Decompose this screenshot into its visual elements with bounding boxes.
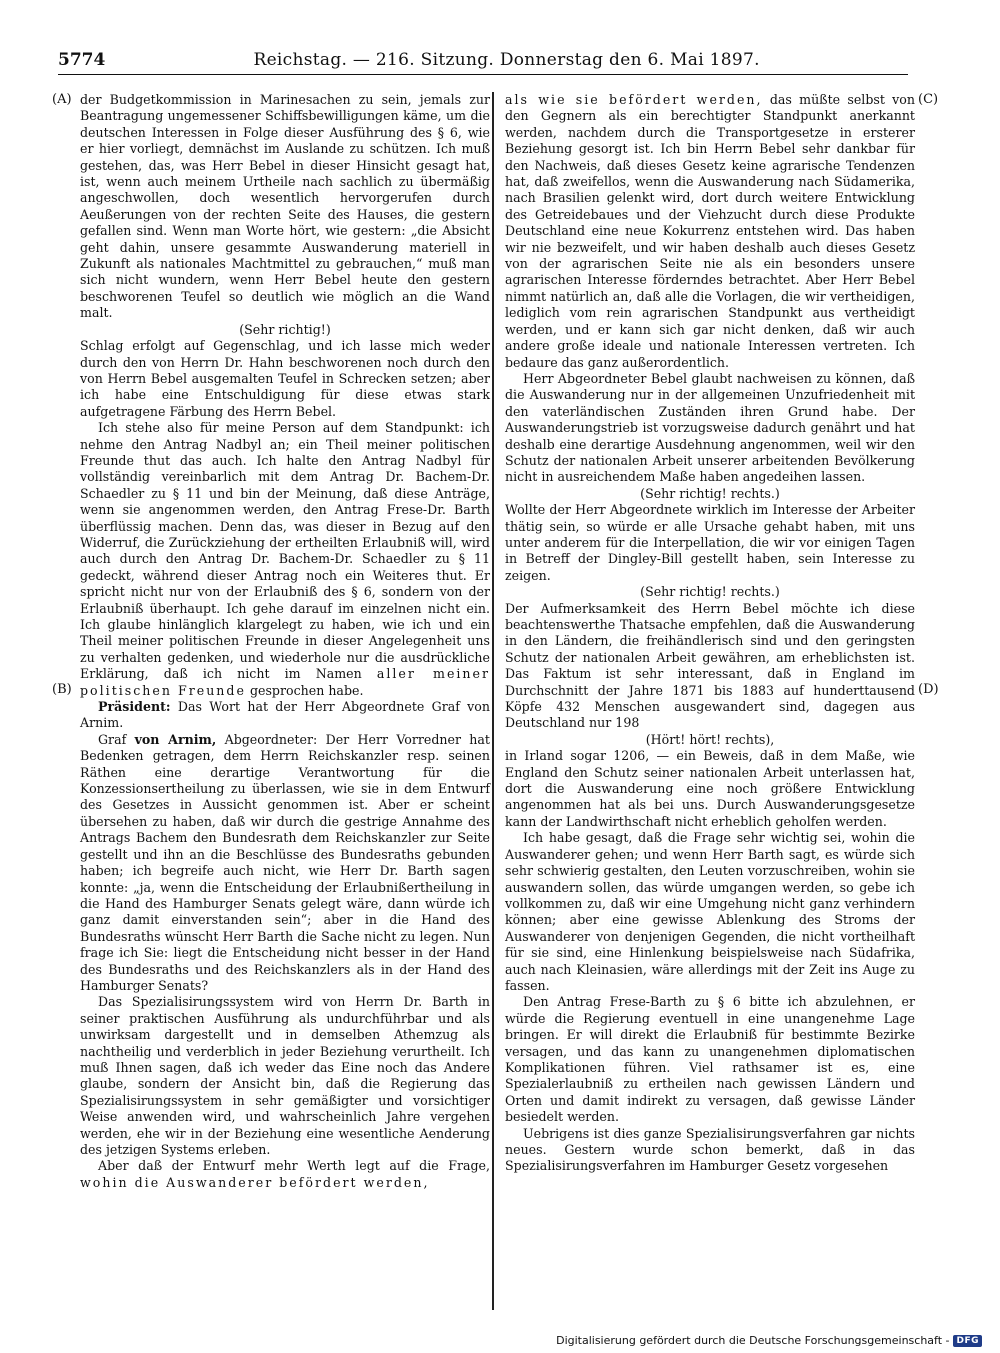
speaker-prefix: Graf	[98, 731, 127, 747]
left-paragraph-3-text: Ich stehe also für meine Person auf dem Standpunkt: ich nehme den Antrag Nadbyl an; ein Theil meiner politischen Freunde thut das auch. Ich halte den Antrag Nadbyl für vollständig vereinbarlich mit dem Antrag Dr. Bachem-Dr. Schaedler zu § 11 und bin der Meinung, daß diese Anträge, wenn sie angenommen werden, den Antrag Frese-Dr. Barth überflüssig machen. Denn das, was dieser in Bezug auf den Widerruf, die Zurückziehung der ertheilten Erlaubniß will, wird auch durch den Antrag Dr. Bachem-Dr. Schaedler zu § 11 gedeckt, während dieser Antrag noch ein Weiteres thut. Er spricht nicht nur von der Erlaubniß des § 6, sondern von der Erlaubniß überhaupt. Ich gehe darauf im einzelnen nicht ein. Ich glaube hinlänglich klargelegt zu haben, wie ich und ein Theil meiner politischen Freunde in dieser Angelegenheit uns zu verhalten gedenken, und wiederhole nur die ausdrückliche Erklärung, daß ich nicht im Namen	[80, 420, 490, 682]
left-paragraph-4	[80, 732, 490, 995]
column-divider	[492, 92, 494, 1310]
right-reaction-3: (Hört! hört! rechts),	[645, 731, 775, 747]
left-paragraph-5: Das Spezialisirungssystem wird von Herrn Dr. Barth in seiner praktischen Ausführung als undurchführbar und als unwirksam dargestellt und in demselben Athemzug als nachtheilig und verderblich in jeder Beziehung verurtheilt. Ich muß Ihnen sagen, daß ich weder das Eine noch das Andere glaube, sondern der Ansicht bin, daß die Regierung das Spezialisirungssystem in sehr gemäßigter und vorsichtiger Weise anwenden wird, und wahrscheinlich Jahre vergehen werden, ehe wir in der Beziehung eine wesentliche Aenderung des jetzigen Systems erleben.	[80, 994, 490, 1157]
left-paragraph-6-spaced: wohin die Auswanderer befördert werden,	[80, 1174, 430, 1190]
left-paragraph-6-text: Aber daß der Entwurf mehr Werth legt auf die Frage,	[98, 1158, 490, 1174]
page-header	[58, 46, 908, 75]
footer-credit-text: Digitalisierung gefördert durch die Deutsche Forschungsgemeinschaft -	[556, 1334, 950, 1347]
right-paragraph-6: Ich habe gesagt, daß die Frage sehr wichtig sei, wohin die Auswanderer gehen; und wenn Herr Barth sagt, es würde sich sehr schwierig gestalten, den Leuten vorzuschreiben, wohin sie auswandern sollen, das würde umgangen werden, so gebe ich vollkommen zu, daß wir eine Umgehung nicht ganz verhindern können; aber eine gewisse Ablenkung des Stroms der Auswanderer von denjenigen Gegenden, die nicht vortheilhaft für sie sind, eine Hinlenkung beispielsweise nach Südafrika, auch nach Kleinasien, wäre allerdings mit der Zeit ins Auge zu fassen.	[505, 830, 915, 993]
right-paragraph-1-text: das müßte selbst von den Gegnern als ein berechtigter Standpunkt anerkannt werden, nachdem durch die Transportgesetze in ersterer Beziehung gesorgt ist. Ich bin Herrn Bebel sehr dankbar für den Nachweis, daß dieses Gesetz keine agrarische Tendenzen hat, daß zweifellos, wenn die Auswanderung nach Südamerika, nach Brasilien gelenkt wird, dort durch weitere Entwicklung des Getreidebaues und der Viehzucht durch diese Produkte Deutschland eine neue Kokurrenz entstehen wird. Das haben wir nie bezweifelt, und wir haben deshalb auch dieses Gesetz von der agrarischen Seite nie als ein besonders unsere agrarischen Interesse förderndes betrachtet. Aber Herr Bebel nimmt natürlich an, daß alle die Vorlagen, die wir vertheidigen, lediglich vom rein agrarischen Standpunkt aus vertheidigt werden, und er kann sich gar nicht denken, daß wir auch andere große ideale und nationale Interessen vertreten. Ich bedaure das ganz außerordentlich.	[505, 92, 915, 370]
right-paragraph-3: Wollte der Herr Abgeordnete wirklich im Interesse der Arbeiter thätig sein, so würde er alle Ursache gehabt haben, mit uns unter anderem für die Interpellation, die wir vor einigen Tagen in Betreff der Dingley-Bill gestellt haben, sein Interesse zu zeigen.	[505, 502, 915, 583]
president-statement	[80, 699, 490, 732]
right-paragraph-1	[505, 92, 915, 371]
left-paragraph-2: Schlag erfolgt auf Gegenschlag, und ich lasse mich weder durch den von Herrn Dr. Hahn beschworenen noch durch den von Herrn Bebel ausgemalten Teufel in Schrecken setzen; aber ich habe eine Entschuldigung für diese etwas stark aufgetragene Färbung des Herrn Bebel.	[80, 338, 490, 419]
page-title: Reichstag. — 216. Sitzung. Donnerstag den 6. Mai 1897.	[253, 50, 760, 70]
president-label: Präsident:	[98, 699, 171, 715]
left-paragraph-3	[80, 420, 490, 699]
president-text: Das Wort hat der Herr Abgeordnete Graf von Arnim.	[80, 699, 490, 731]
left-paragraph-4-text: Abgeordneter: Der Herr Vorredner hat Bedenken getragen, dem Herrn Reichskanzler resp. seinen Räthen eine derartige Verantwortung für die Konzessionsertheilung zu überlassen, wie sie in dem Entwurf des Gesetzes in Aussicht genommen ist. Aber er scheint übersehen zu haben, daß wir durch die gestrige Annahme des Antrags Bachem den Bundesrath dem Reichskanzler zur Seite gestellt und ihn an die Beschlüsse des Bundesraths gebunden haben; ich begreife auch nicht, wie Herr Dr. Barth sagen konnte: „ja, wenn die Entscheidung der Erlaubnißertheilung in die Hand des Hamburger Senats gelegt wäre, dann würde ich ganz damit einverstanden sein“; aber in die Hand des Bundesraths wünscht Herr Barth die Sache nicht zu legen. Nun frage ich Sie: liegt die Entscheidung nicht besser in der Hand des Bundesraths und des Reichskanzlers als in der Hand des Hamburger Senats?	[80, 731, 490, 993]
margin-mark-b: (B)	[52, 682, 72, 697]
right-paragraph-5: in Irland sogar 1206, — ein Beweis, daß in dem Maße, wie England den Schutz seiner nationalen Arbeit unterlassen hat, dort die Auswanderung eine noch größere Entwicklung angenommen hat als bei uns. Durch Auswanderungsgesetze kann der Landwirthschaft nicht erheblich geholfen werden.	[505, 748, 915, 829]
right-paragraph-8: Uebrigens ist dies ganze Spezialisirungsverfahren gar nichts neues. Gestern wurde schon bemerkt, daß in das Spezialisirungsverfahren im Hamburger Gesetz vorgesehen	[505, 1125, 915, 1174]
left-column	[80, 92, 490, 1191]
right-paragraph-1-spaced: als wie sie befördert werden,	[505, 92, 763, 107]
left-paragraph-6	[80, 1158, 490, 1191]
margin-mark-c: (C)	[918, 92, 939, 107]
dfg-logo: DFG	[953, 1335, 982, 1347]
margin-mark-d: (D)	[918, 682, 939, 697]
right-reaction-2: (Sehr richtig! rechts.)	[640, 584, 780, 600]
right-reaction-1: (Sehr richtig! rechts.)	[640, 485, 780, 501]
page-number: 5774	[58, 50, 106, 70]
speaker-name: von Arnim,	[134, 731, 217, 747]
right-paragraph-2: Herr Abgeordneter Bebel glaubt nachweisen zu können, daß die Auswanderung nur in der allgemeinen Unzufriedenheit mit den vaterländischen Zuständen ihren Grund habe. Der Auswanderungstrieb ist vorzugsweise dadurch genährt und hat deshalb eine derartige Ausdehnung angenommen, weil wir den Schutz der nationalen Arbeit unserer arbeitenden Bevölkerung nicht in ausreichendem Maße haben angedeihen lassen.	[505, 370, 915, 485]
left-paragraph-3-end: gesprochen habe.	[249, 682, 364, 698]
margin-mark-a: (A)	[52, 92, 72, 107]
left-paragraph-3-spaced: aller meiner politischen Freunde	[80, 666, 491, 698]
digitization-credit	[556, 1334, 982, 1347]
left-reaction-1: (Sehr richtig!)	[239, 321, 331, 337]
right-paragraph-4: Der Aufmerksamkeit des Herrn Bebel möchte ich diese beachtenswerthe Thatsache empfehlen, daß die Auswanderung in den Ländern, die freihändlerisch sind und den geringsten Schutz der nationalen Arbeit gewähren, am erheblichsten ist. Das Faktum ist sehr interessant, daß in England im Durchschnitt der Jahre 1871 bis 1883 auf hunderttausend Köpfe 432 Menschen ausgewandert sind, dagegen aus Deutschland nur 198	[505, 600, 915, 731]
left-paragraph-1: der Budgetkommission in Marinesachen zu sein, jemals zur Beantragung ungemessener Schiffsbewilligungen käme, um die deutschen Interessen in Folge dieser Ausführung des § 6, wie er hier vorliegt, demnächst im Auslande zu schützen. Ich muß gestehen, das, was Herr Bebel in dieser Hinsicht gesagt hat, ist, wenn auch meinem Urtheile nach sachlich zu übermäßig angeschwollen, doch wesentlich hervorgerufen durch Aeußerungen von der rechten Seite des Hauses, die gestern gefallen sind. Wenn man Worte hört, wie gestern: „die Absicht geht dahin, unsere gesammte Auswanderung materiell in Zukunft als nationales Machtmittel zu gebrauchen,“ muß man sich nicht wundern, wenn Herr Bebel heute den gestern beschworenen Teufel so deutlich wie möglich an die Wand malt.	[80, 92, 490, 321]
right-column	[505, 92, 915, 1175]
right-paragraph-7: Den Antrag Frese-Barth zu § 6 bitte ich abzulehnen, er würde die Regierung eventuell in eine unangenehme Lage bringen. Er will direkt die Erlaubniß für bestimmte Bezirke versagen, und das kann zu unangenehmen diplomatischen Komplikationen führen. Viel rathsamer ist es, eine Spezialerlaubniß zu ertheilen nach gewissen Ländern und Orten und damit indirekt zu versagen, daß gewisse Länder besiedelt werden.	[505, 994, 915, 1125]
